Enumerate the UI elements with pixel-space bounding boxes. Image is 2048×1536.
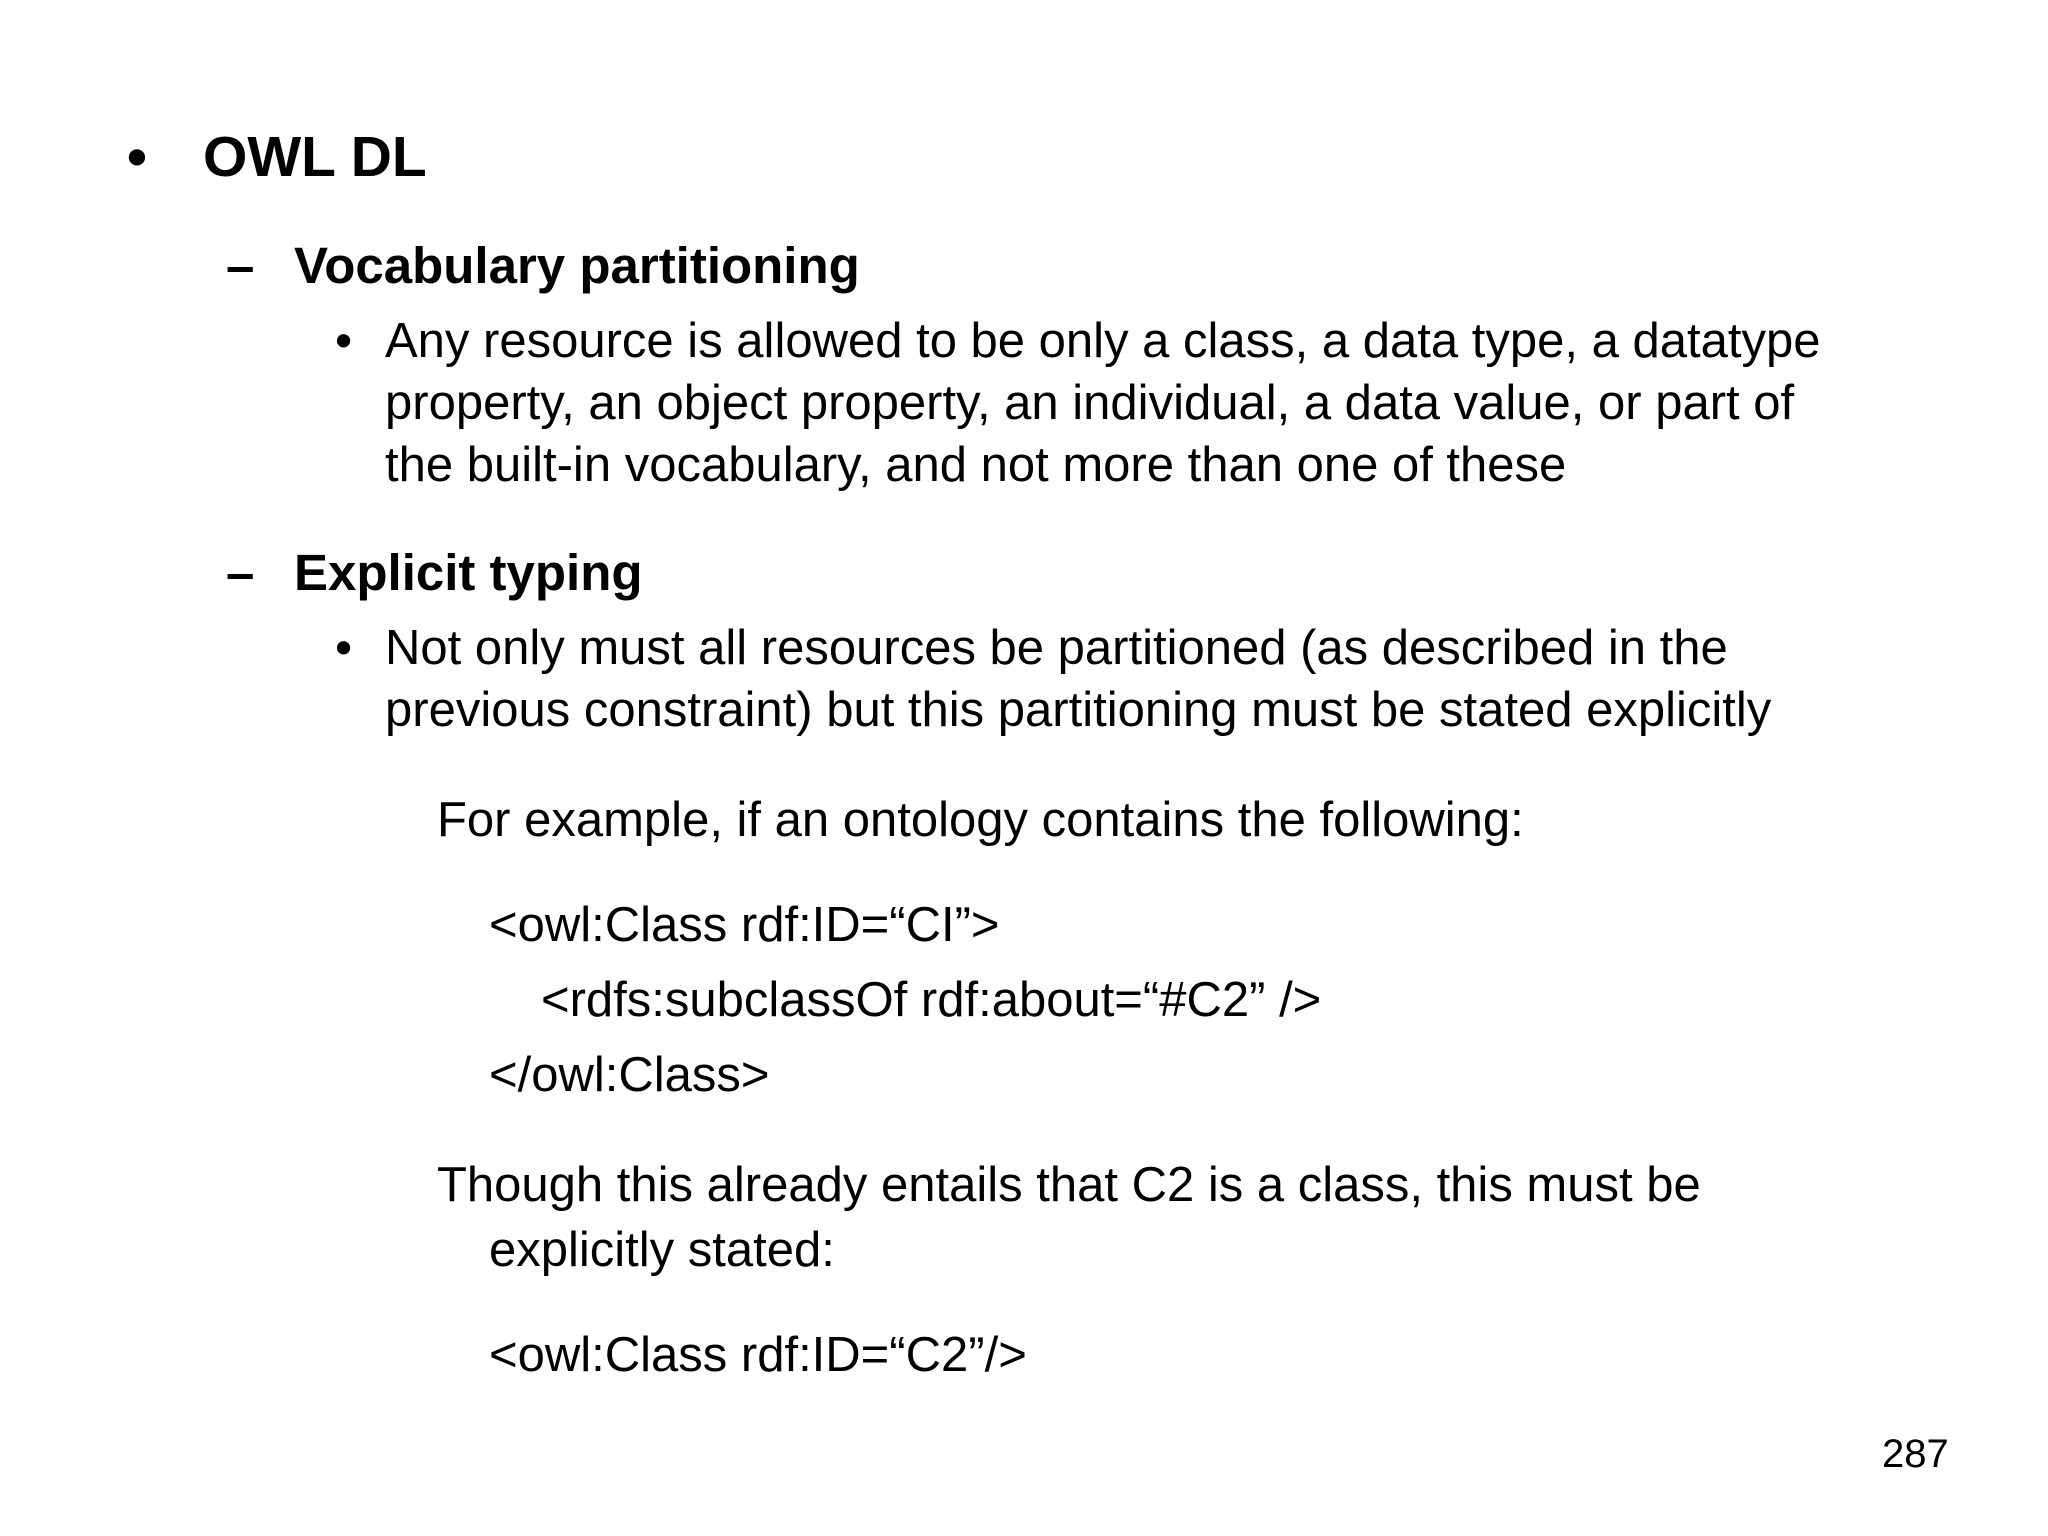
sub-bullet: • — [335, 621, 353, 675]
section-dash: – — [226, 237, 255, 294]
code-line: <owl:Class rdf:ID=“CI”> — [489, 898, 1000, 952]
body-line: Not only must all resources be partitioned (as described in the — [385, 621, 1728, 675]
section-title-explicit-typing: Explicit typing — [294, 544, 643, 601]
body-line: Any resource is allowed to be only a class, a data type, a datatype — [385, 314, 1821, 368]
code-line: </owl:Class> — [489, 1048, 770, 1102]
example-note: Though this already entails that C2 is a class, this must be — [437, 1158, 1701, 1212]
section-title-vocabulary-partitioning: Vocabulary partitioning — [294, 237, 860, 294]
final-code-line: <owl:Class rdf:ID=“C2”/> — [489, 1328, 1027, 1382]
sub-bullet: • — [335, 314, 353, 368]
section-dash: – — [226, 544, 255, 601]
heading-bullet: • — [127, 125, 147, 189]
example-note: explicitly stated: — [489, 1223, 835, 1277]
body-line: previous constraint) but this partitioning must be stated explicitly — [385, 683, 1772, 737]
page-number: 287 — [1882, 1432, 1949, 1476]
slide-heading: OWL DL — [203, 125, 427, 189]
example-intro: For example, if an ontology contains the following: — [437, 793, 1524, 847]
code-line: <rdfs:subclassOf rdf:about=“#C2” /> — [541, 973, 1322, 1027]
body-line: the built-in vocabulary, and not more than one of these — [385, 438, 1567, 492]
body-line: property, an object property, an individual, a data value, or part of — [385, 376, 1795, 430]
